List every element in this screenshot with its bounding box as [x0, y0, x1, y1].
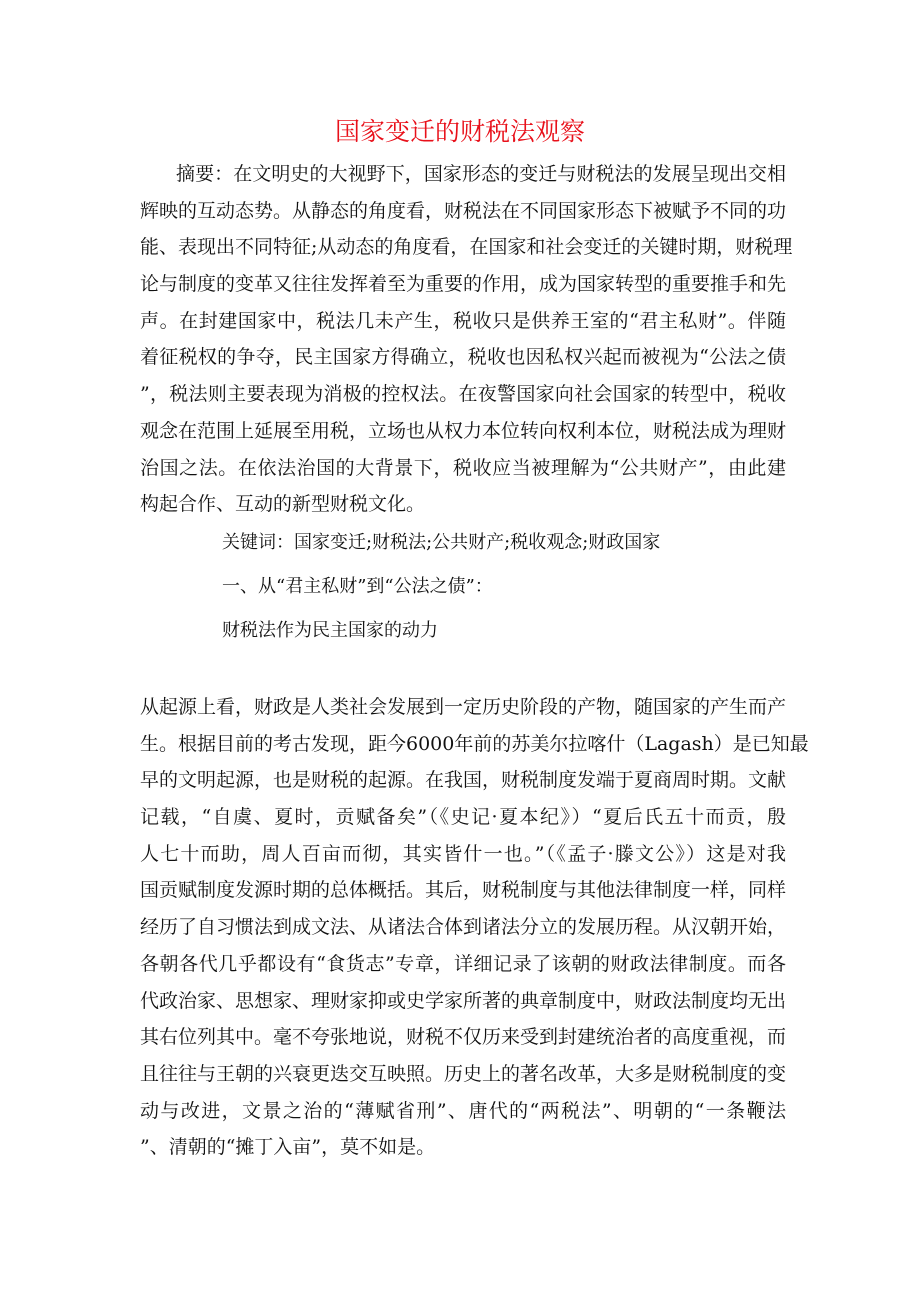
document-title: 国家变迁的财税法观察 — [334, 117, 585, 146]
body-line: 各朝各代几乎都设有“食货志”专章，详细记录了该朝的财政法律制度。而各 — [140, 952, 786, 975]
body-line: 其右位列其中。毫不夸张地说，财税不仅历来受到封建统治者的高度重视，而 — [140, 1026, 787, 1049]
abstract-line: ”，税法则主要表现为消极的控权法。在夜警国家向社会国家的转型中，税收 — [140, 383, 786, 406]
section-subheading: 财税法作为民主国家的动力 — [222, 620, 438, 641]
keywords: 关键词：国家变迁;财税法;公共财产;税收观念;财政国家 — [222, 532, 661, 553]
abstract-line: 治国之法。在依法治国的大背景下，税收应当被理解为“公共财产”，由此建 — [140, 456, 786, 479]
body-line: 从起源上看，财政是人类社会发展到一定历史阶段的产物，随国家的产生而产 — [140, 696, 787, 718]
abstract-line: 观念在范围上延展至用税，立场也从权力本位转向权利本位，财税法成为理财 — [140, 419, 787, 442]
body-line: 经历了自习惯法到成文法、从诸法合体到诸法分立的发展历程。从汉朝开始， — [140, 916, 787, 939]
body-line: 代政治家、思想家、理财家抑或史学家所著的典章制度中，财政法制度均无出 — [140, 989, 787, 1012]
body-line: 早的文明起源，也是财税的起源。在我国，财税制度发端于夏商周时期。文献 — [140, 769, 787, 792]
abstract-line: 构起合作、互动的新型财税文化。 — [140, 493, 426, 516]
abstract-line: 论与制度的变革又往往发挥着至为重要的作用，成为国家转型的重要推手和先 — [140, 273, 787, 296]
abstract-line: 摘要：在文明史的大视野下，国家形态的变迁与财税法的发展呈现出交相 — [176, 163, 786, 185]
abstract-line: 着征税权的争夺，民主国家方得确立，税收也因私权兴起而被视为“公法之债 — [140, 346, 786, 369]
body-line: 生。根据目前的考古发现，距今6000年前的苏美尔拉喀什（Lagash）是已知最 — [140, 732, 809, 755]
abstract-line: 能、表现出不同特征;从动态的角度看，在国家和社会变迁的关键时期，财税理 — [140, 236, 793, 259]
abstract-paragraph — [140, 156, 793, 523]
section-heading: 一、从“君主私财”到“公法之债”： — [222, 576, 493, 597]
body-paragraph — [140, 689, 809, 1166]
body-line: 动与改进，文景之治的“薄赋省刑”、唐代的“两税法”、明朝的“一条鞭法 — [140, 1099, 786, 1122]
body-line: 人七十而助，周人百亩而彻，其实皆什一也。”（《孟子·滕文公》）这是对我 — [140, 842, 786, 865]
abstract-line: 声。在封建国家中，税法几未产生，税收只是供养王室的“君主私财”。伴随 — [140, 309, 786, 332]
abstract-line: 辉映的互动态势。从静态的角度看，财税法在不同国家形态下被赋予不同的功 — [140, 199, 787, 222]
body-line: 且往往与王朝的兴衰更迭交互映照。历史上的著名改革，大多是财税制度的变 — [140, 1062, 787, 1085]
body-line: ”、清朝的“摊丁入亩”，莫不如是。 — [140, 1136, 436, 1159]
body-line: 记载，“自虞、夏时，贡赋备矣”（《史记·夏本纪》）“夏后氏五十而贡，殷 — [140, 806, 786, 829]
body-line: 国贡赋制度发源时期的总体概括。其后，财税制度与其他法律制度一样，同样 — [140, 879, 787, 902]
